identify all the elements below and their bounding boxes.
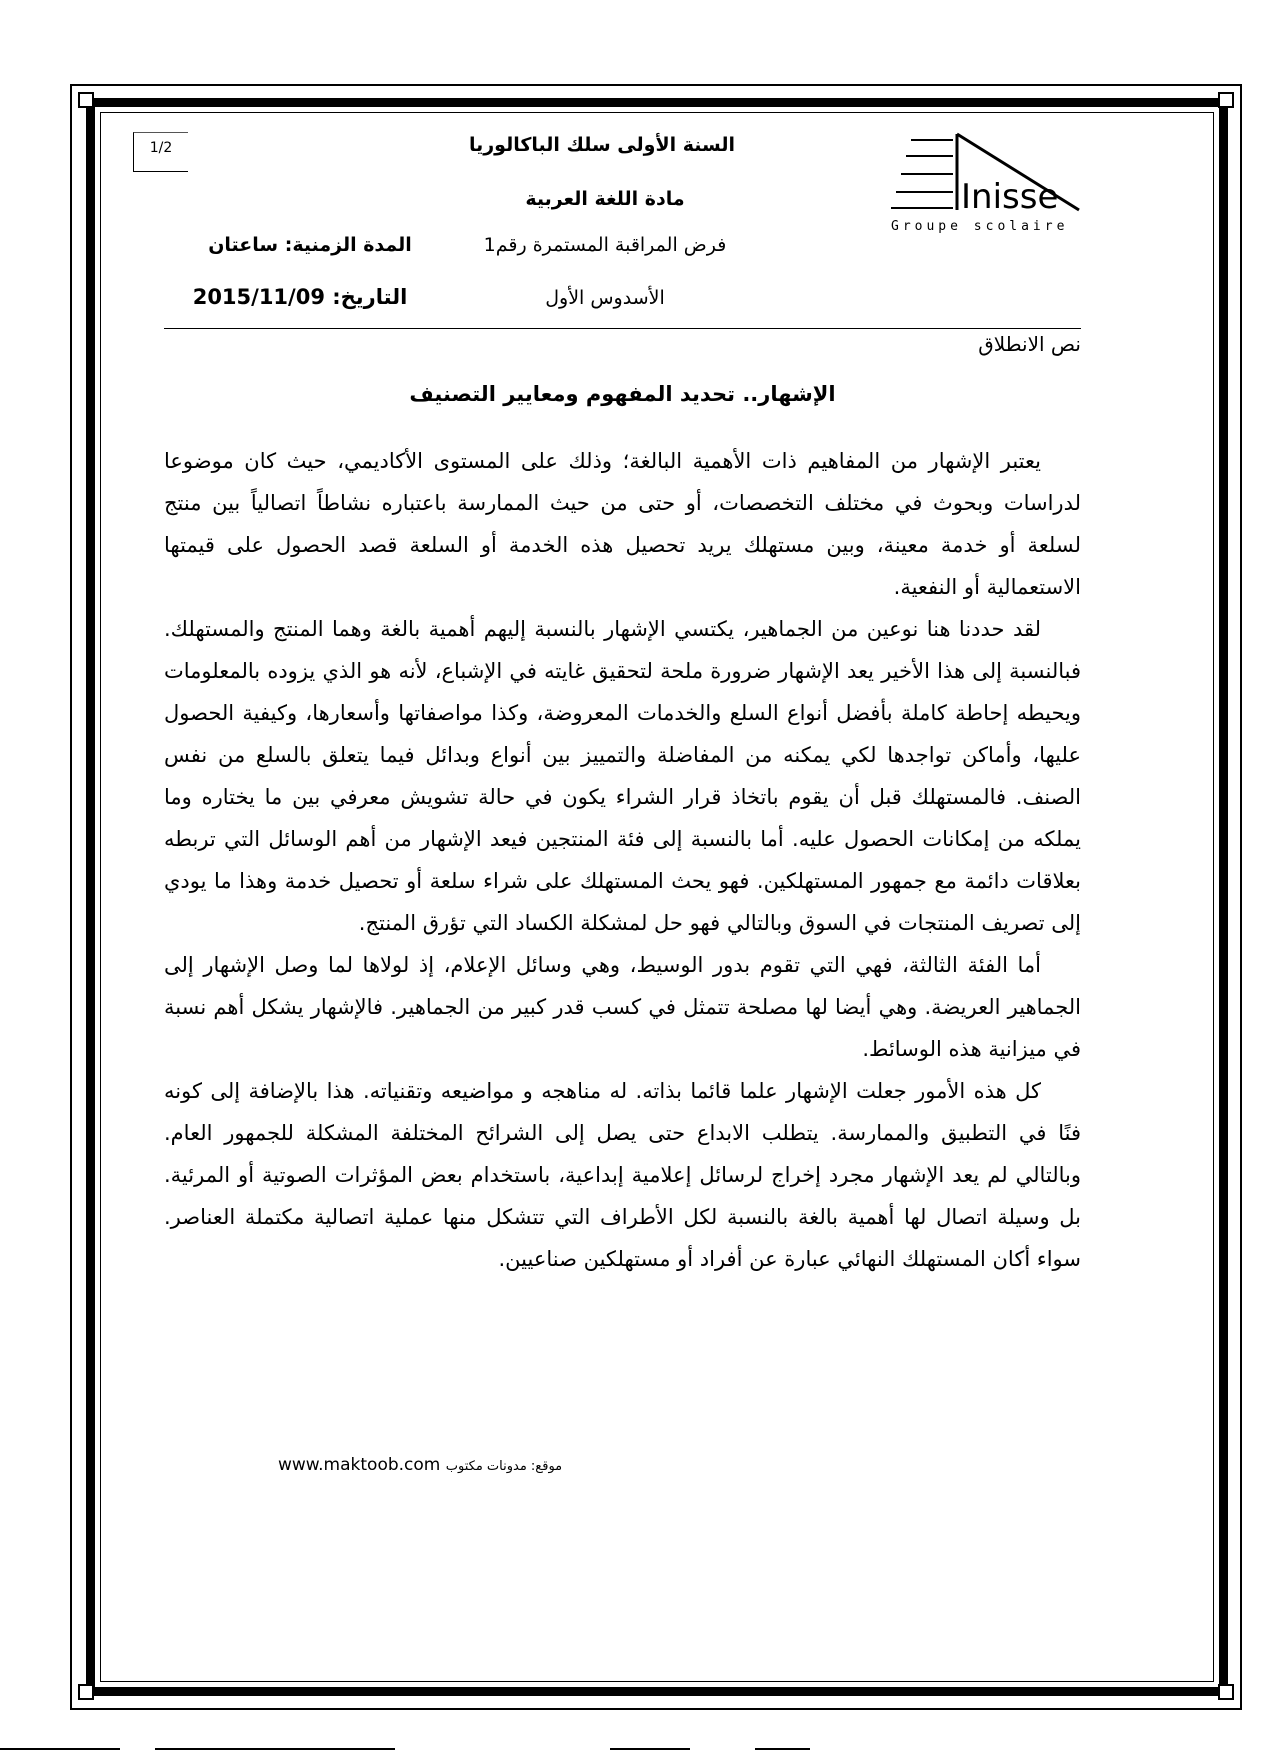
- subject-text: مادة اللغة العربية: [525, 188, 685, 210]
- logo-text: Inisse: [961, 177, 1059, 217]
- paragraph: أما الفئة الثالثة، فهي التي تقوم بدور الوسيط، وهي وسائل الإعلام، إذ لولاها لما وصل الإشهار إلى الجماهير العريضة. وهي أيضا لها مصلحة تتمثل في كسب قدر كبير من الجماهير. فالإشهار يشكل أهم نسبة في ميزانية هذه الوسائط.: [164, 953, 1081, 1061]
- source-footer: [278, 1455, 562, 1475]
- scan-mark: [755, 1748, 810, 1750]
- section-label: نص الانطلاق: [978, 332, 1081, 356]
- logo-subtitle: Groupe scolaire: [891, 219, 1069, 234]
- corner-ornament: [1218, 1684, 1234, 1700]
- paragraph: كل هذه الأمور جعلت الإشهار علما قائما بذاته. له مناهجه و مواضيعه وتقنياته. هذا بالإضافة إلى كونه فنًا في التطبيق والممارسة. يتطلب الابداع حتى يصل إلى الشرائح المختلفة المشكلة للجمهور العام. وبالتالي لم يعد الإشهار مجرد إخراج لرسائل إعلامية إبداعية، باستخدام بعض المؤثرات الصوتية أو المرئية. بل وسيلة اتصال لها أهمية بالغة بالنسبة لكل الأطراف التي تتشكل منها عملية اتصالية مكتملة العناصر. سواء أكان المستهلك النهائي عبارة عن أفراد أو مستهلكين صناعيين.: [164, 1079, 1081, 1271]
- exam-date: التاريخ: 2015/11/09: [192, 285, 408, 309]
- semester-text: الأسدوس الأول: [545, 287, 665, 309]
- corner-ornament: [78, 1684, 94, 1700]
- level-text: السنة الأولى سلك الباكالوريا: [468, 134, 735, 156]
- text-body: [164, 440, 1081, 1280]
- paragraph: لقد حددنا هنا نوعين من الجماهير، يكتسي الإشهار بالنسبة إليهم أهمية بالغة وهما المنتج والمستهلك. فبالنسبة إلى هذا الأخير يعد الإشهار ضرورة ملحة لتحقيق غايته في الإشباع، لأنه هو الذي يزوده بالمعلومات ويحيطه إحاطة كاملة بأفضل أنواع السلع والخدمات المعروضة، وكذا مواصفاتها وأسعارها، وكيفية الحصول عليها، وأماكن تواجدها لكي يمكنه من المفاضلة والتمييز بين أنواع وبدائل فيما يتعلق بالسلع من نفس الصنف. فالمستهلك قبل أن يقوم باتخاذ قرار الشراء يكون في حالة تشويش معرفي بين ما يختاره وما يملكه من إمكانات الحصول عليه. أما بالنسبة إلى فئة المنتجين فيعد الإشهار من أهم الوسائل التي تربطه بعلاقات دائمة مع جمهور المستهلكين. فهو يحث المستهلك على شراء سلعة أو تحصيل خدمة وهذا ما يودي إلى تصريف المنتجات في السوق وبالتالي فهو حل لمشكلة الكساد التي تؤرق المنتج.: [164, 617, 1081, 935]
- source-label: موقع: مدونات مكتوب: [445, 1459, 563, 1474]
- source-url: www.maktoob.com: [278, 1455, 441, 1475]
- page-number: 1/2: [133, 132, 188, 172]
- exam-title: فرض المراقبة المستمرة رقم1: [483, 234, 727, 256]
- scan-mark: [155, 1748, 395, 1750]
- scan-mark: [0, 1748, 120, 1750]
- duration-text: المدة الزمنية: ساعتان: [208, 234, 412, 256]
- text-title: الإشهار.. تحديد المفهوم ومعايير التصنيف: [409, 382, 836, 406]
- scan-mark: [610, 1748, 690, 1750]
- corner-ornament: [78, 92, 94, 108]
- corner-ornament: [1218, 92, 1234, 108]
- paragraph: يعتبر الإشهار من المفاهيم ذات الأهمية البالغة؛ وذلك على المستوى الأكاديمي، حيث كان موضوعا لدراسات وبحوث في مختلف التخصصات، أو حتى من حيث الممارسة باعتباره نشاطاً اتصالياً بين منتج لسلعة أو خدمة معينة، وبين مستهلك يريد تحصيل هذه الخدمة أو السلعة قصد الحصول على قيمتها الاستعمالية أو النفعية.: [164, 449, 1081, 599]
- header-divider: [164, 328, 1081, 329]
- school-logo: [891, 130, 1116, 242]
